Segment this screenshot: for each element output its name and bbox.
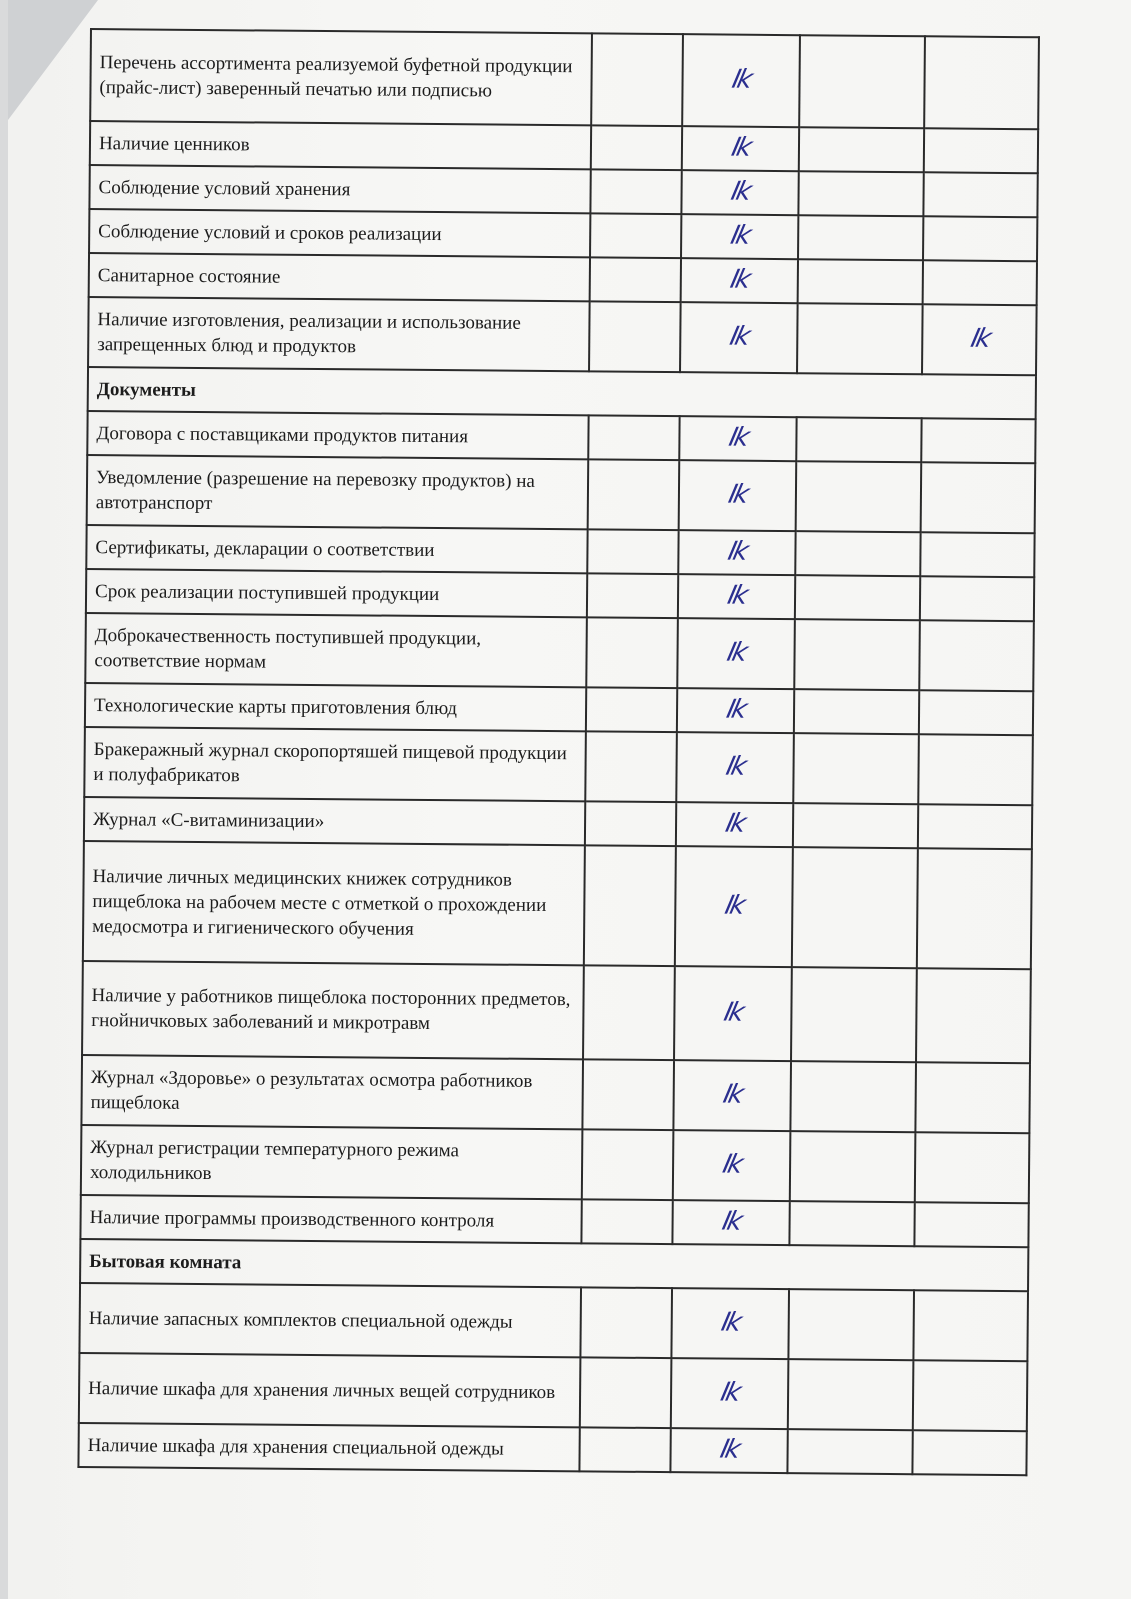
empty-cell [585, 801, 676, 846]
mark-cell-col4 [924, 172, 1038, 217]
mark-cell-col2 [673, 1130, 790, 1201]
empty-cell [591, 125, 682, 170]
empty-cell [583, 1059, 675, 1130]
mark-cell-col4 [919, 620, 1033, 691]
empty-cell [794, 619, 920, 690]
mark-cell-col2 [676, 802, 793, 847]
criterion-label: Наличие запасных комплектов специальной одежды [79, 1283, 581, 1357]
empty-cell [589, 415, 680, 460]
empty-cell [799, 35, 925, 128]
handwritten-mark: Ik [729, 132, 753, 163]
mark-cell-col4 [921, 462, 1035, 533]
table-row [78, 1423, 1026, 1475]
empty-cell [794, 689, 920, 734]
mark-cell-col4 [916, 1062, 1030, 1133]
checklist-rows [78, 29, 1039, 1475]
mark-cell-col2 [682, 170, 799, 215]
table-row [88, 297, 1037, 375]
handwritten-mark: Ik [725, 580, 749, 611]
criterion-label: Наличие изготовления, реализации и использование запрещенных блюд и продуктов [88, 297, 590, 371]
mark-cell-col2 [679, 460, 796, 531]
handwritten-mark: Ik [718, 1307, 743, 1338]
section-heading: Бытовая комната [80, 1239, 1028, 1291]
empty-cell [586, 731, 678, 802]
criterion-label: Срок реализации поступившей продукции [86, 569, 588, 617]
criterion-label: Сертификаты, декларации о соответствии [86, 525, 588, 573]
mark-cell-col2 [679, 530, 796, 575]
criterion-label: Договора с поставщиками продуктов питания [87, 411, 589, 459]
criterion-label: Перечень ассортимента реализуемой буфетной продукции (прайс-лист) заверенный печатью или подписью [90, 29, 592, 125]
mark-cell-col4 [922, 304, 1036, 375]
empty-cell [798, 259, 924, 304]
empty-cell [590, 213, 681, 258]
criterion-label: Наличие ценников [90, 121, 592, 169]
mark-cell-col2 [682, 126, 799, 171]
criterion-label: Наличие шкафа для хранения личных вещей сотрудников [79, 1353, 581, 1427]
mark-cell-col4 [915, 1132, 1029, 1203]
empty-cell [582, 1129, 674, 1200]
empty-cell [586, 687, 677, 732]
handwritten-mark: Ik [728, 220, 752, 251]
empty-cell [796, 461, 922, 532]
mark-cell-col4 [924, 128, 1038, 173]
criterion-label: Технологические карты приготовления блюд [85, 683, 587, 731]
mark-cell-col2 [677, 732, 794, 803]
empty-cell [582, 1199, 673, 1244]
mark-cell-col4 [923, 216, 1037, 261]
empty-cell [581, 1287, 673, 1358]
handwritten-mark: Ik [727, 321, 751, 352]
mark-cell-col4 [919, 690, 1033, 735]
handwritten-mark: Ik [718, 1377, 742, 1408]
empty-cell [788, 1359, 914, 1430]
empty-cell [793, 733, 919, 804]
criterion-label: Журнал «Здоровье» о результатах осмотра работников пищеблока [81, 1055, 583, 1129]
mark-cell-col2 [678, 618, 795, 689]
empty-cell [580, 1357, 672, 1428]
empty-cell [798, 171, 924, 216]
mark-cell-col2 [674, 1060, 791, 1131]
empty-cell [591, 169, 682, 214]
handwritten-mark: Ik [719, 1206, 744, 1237]
criterion-label: Уведомление (разрешение на перевозку продуктов) на автотранспорт [87, 455, 589, 529]
empty-cell [793, 803, 919, 848]
checklist-table [77, 28, 1040, 1476]
mark-cell-col2 [680, 416, 797, 461]
mark-cell-col4 [918, 804, 1032, 849]
handwritten-mark: Ik [720, 1149, 744, 1180]
handwritten-mark: Ik [728, 176, 753, 207]
table-row [84, 727, 1033, 805]
mark-cell-col4 [920, 532, 1034, 577]
criterion-label: Наличие программы производственного контроля [80, 1195, 582, 1243]
empty-cell [790, 1131, 916, 1202]
mark-cell-col2 [673, 1200, 790, 1245]
empty-cell [798, 215, 924, 260]
mark-cell-col4 [918, 734, 1032, 805]
empty-cell [790, 1061, 916, 1132]
mark-cell-col2 [680, 302, 797, 373]
handwritten-mark: Ik [727, 264, 752, 295]
table-row [79, 1353, 1028, 1431]
handwritten-mark: Ik [725, 536, 749, 567]
mark-cell-col4 [920, 576, 1034, 621]
criterion-label: Журнал регистрации температурного режима холодильников [81, 1125, 583, 1199]
empty-cell [787, 1429, 913, 1474]
mark-cell-col2 [675, 846, 793, 967]
empty-cell [795, 531, 921, 576]
empty-cell [589, 301, 681, 372]
empty-cell [788, 1289, 914, 1360]
mark-cell-col4 [921, 418, 1035, 463]
table-row [79, 1283, 1028, 1361]
mark-cell-col4 [916, 968, 1031, 1063]
table-row [90, 29, 1039, 129]
empty-cell [795, 575, 921, 620]
handwritten-mark: Ik [726, 422, 750, 453]
mark-cell-col4 [923, 260, 1037, 305]
table-row [83, 841, 1032, 969]
table-row [82, 961, 1031, 1063]
handwritten-mark: Ik [724, 637, 749, 668]
criterion-label: Журнал «С-витаминизации» [84, 797, 586, 845]
mark-cell-col2 [671, 1428, 788, 1473]
mark-cell-col2 [674, 966, 791, 1061]
empty-cell [587, 573, 678, 618]
mark-cell-col4 [917, 848, 1032, 969]
background-corner [8, 0, 98, 120]
handwritten-mark: Ik [721, 997, 745, 1028]
table-row [81, 1125, 1030, 1203]
handwritten-mark: Ik [967, 323, 992, 354]
criterion-label: Санитарное состояние [89, 253, 591, 301]
mark-cell-col2 [681, 214, 798, 259]
criterion-label: Соблюдение условий хранения [89, 165, 591, 213]
criterion-label: Наличие у работников пищеблока посторонних предметов, гнойничковых заболеваний и микротравм [82, 961, 584, 1059]
empty-cell [587, 617, 679, 688]
empty-cell [799, 127, 925, 172]
document-page [8, 0, 1131, 1599]
handwritten-mark: Ik [726, 479, 750, 510]
handwritten-mark: Ik [729, 64, 754, 95]
mark-cell-col2 [672, 1288, 789, 1359]
empty-cell [583, 965, 675, 1060]
mark-cell-col2 [681, 258, 798, 303]
empty-cell [797, 303, 923, 374]
mark-cell-col2 [677, 688, 794, 733]
mark-cell-col4 [924, 36, 1039, 129]
criterion-label: Бракеражный журнал скоропортяшей пищевой продукции и полуфабрикатов [84, 727, 586, 801]
mark-cell-col4 [913, 1430, 1027, 1475]
empty-cell [789, 1201, 915, 1246]
criterion-label: Соблюдение условий и сроков реализации [89, 209, 591, 257]
empty-cell [791, 967, 917, 1062]
empty-cell [588, 459, 680, 530]
mark-cell-col4 [915, 1202, 1029, 1247]
empty-cell [588, 529, 679, 574]
criterion-label: Доброкачественность поступившей продукции, соответствие нормам [85, 613, 587, 687]
handwritten-mark: Ik [722, 890, 746, 921]
empty-cell [590, 257, 681, 302]
mark-cell-col4 [914, 1290, 1028, 1361]
handwritten-mark: Ik [717, 1434, 742, 1465]
handwritten-mark: Ik [723, 808, 747, 839]
empty-cell [792, 847, 918, 968]
mark-cell-col4 [913, 1360, 1027, 1431]
handwritten-mark: Ik [720, 1079, 745, 1110]
criterion-label: Наличие личных медицинских книжек сотрудников пищеблока на рабочем месте с отметкой о прохождении медосмотра и гигиенического обучения [83, 841, 585, 965]
table-row [81, 1055, 1030, 1133]
table-row [87, 455, 1036, 533]
mark-cell-col2 [678, 574, 795, 619]
empty-cell [796, 417, 922, 462]
section-heading: Документы [88, 367, 1036, 419]
handwritten-mark: Ik [724, 694, 748, 725]
table-row [85, 613, 1034, 691]
mark-cell-col2 [683, 34, 800, 127]
empty-cell [580, 1427, 671, 1472]
mark-cell-col2 [671, 1358, 788, 1429]
empty-cell [592, 33, 684, 126]
empty-cell [584, 845, 676, 966]
criterion-label: Наличие шкафа для хранения специальной одежды [78, 1423, 580, 1471]
handwritten-mark: Ik [723, 751, 748, 782]
